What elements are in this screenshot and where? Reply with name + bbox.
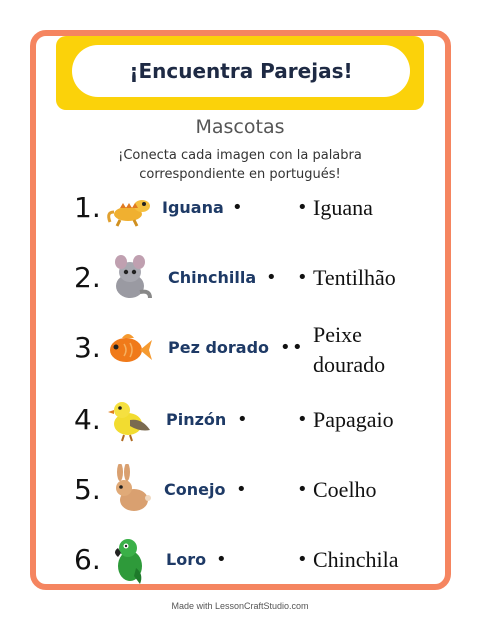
match-dot-right[interactable]: • xyxy=(297,549,308,570)
portuguese-word: Iguana xyxy=(313,195,373,220)
match-dot-left[interactable]: • xyxy=(216,549,227,570)
header-pill xyxy=(72,45,410,97)
match-row xyxy=(0,248,480,308)
match-dot-right[interactable]: • xyxy=(292,337,303,358)
parrot-icon xyxy=(104,534,156,586)
match-dot-left[interactable]: • xyxy=(266,267,277,288)
match-row xyxy=(0,318,480,378)
spanish-word: Loro xyxy=(166,550,207,569)
match-dot-left[interactable]: • xyxy=(232,197,243,218)
portuguese-word: Coelho xyxy=(313,477,377,502)
item-number: 5. xyxy=(74,473,101,506)
item-number: 1. xyxy=(74,191,101,224)
match-row xyxy=(0,530,480,590)
iguana-icon xyxy=(104,182,156,234)
footer-credit: Made with LessonCraftStudio.com xyxy=(171,601,309,611)
spanish-word: Iguana xyxy=(162,198,224,217)
match-row xyxy=(0,390,480,450)
portuguese-word: Tentilhão xyxy=(313,265,396,290)
portuguese-word xyxy=(313,320,385,380)
spanish-word: Chinchilla xyxy=(168,268,257,287)
chinchilla-icon xyxy=(104,252,156,304)
item-number: 3. xyxy=(74,331,101,364)
portuguese-word: Chinchila xyxy=(313,547,399,572)
item-number: 6. xyxy=(74,543,101,576)
finch-icon xyxy=(104,394,156,446)
match-row xyxy=(0,460,480,520)
item-number: 4. xyxy=(74,403,101,436)
match-dot-left[interactable]: • xyxy=(280,337,291,358)
spanish-word: Conejo xyxy=(164,480,226,499)
match-dot-left[interactable]: • xyxy=(236,479,247,500)
page-subtitle: Mascotas xyxy=(195,116,285,138)
portuguese-word: Papagaio xyxy=(313,407,394,432)
match-dot-right[interactable]: • xyxy=(297,479,308,500)
match-dot-right[interactable]: • xyxy=(297,197,308,218)
goldfish-icon xyxy=(104,322,156,374)
match-dot-right[interactable]: • xyxy=(297,267,308,288)
spanish-word: Pez dorado xyxy=(168,338,270,357)
portuguese-word-line: Peixe xyxy=(313,322,362,347)
instructions: ¡Conecta cada imagen con la palabra correspondiente en portugués! xyxy=(118,148,362,182)
portuguese-word-line: dourado xyxy=(313,352,386,377)
match-row xyxy=(0,178,480,238)
item-number: 2. xyxy=(74,261,101,294)
match-dot-right[interactable]: • xyxy=(297,409,308,430)
page-title: ¡Encuentra Parejas! xyxy=(129,59,353,83)
spanish-word: Pinzón xyxy=(166,410,227,429)
match-dot-left[interactable]: • xyxy=(237,409,248,430)
rabbit-icon xyxy=(104,464,156,516)
